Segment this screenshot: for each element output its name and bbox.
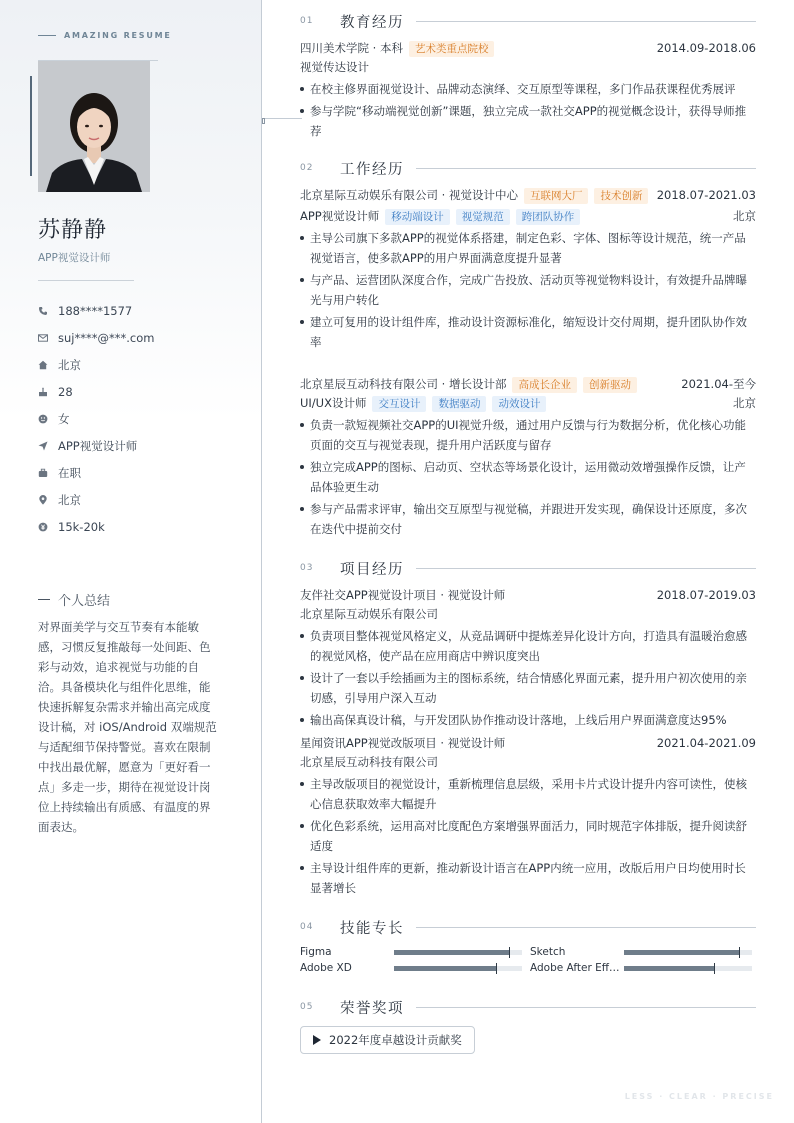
- info-phone-text: 188****1577: [58, 303, 133, 318]
- info-status-text: 在职: [58, 465, 81, 480]
- summary-title: [38, 590, 110, 609]
- skill-tag: 数据驱动: [432, 396, 486, 412]
- project-bullet: 主导改版项目的视觉设计，重新梳理信息层级，采用卡片式设计提升内容可读性，使核心信息获取效率大幅提升: [300, 774, 756, 814]
- work-city: 北京: [733, 209, 756, 223]
- info-gender-text: 女: [58, 411, 70, 426]
- work-company: 北京星际互动娱乐有限公司 · 视觉设计中心: [300, 188, 518, 202]
- award-name: 2022年度卓越设计贡献奖: [329, 1033, 462, 1047]
- info-salary: [38, 513, 154, 540]
- work-position: APP视觉设计师: [300, 209, 380, 223]
- home-icon: [38, 360, 58, 370]
- brand: [38, 31, 172, 40]
- skill-bar-marker: [496, 963, 497, 974]
- work-date: 2018.07-2021.03: [656, 188, 756, 202]
- skill-bar-fill: [394, 950, 509, 955]
- skill-bar-fill: [394, 966, 496, 971]
- section-number: 04: [300, 922, 314, 932]
- info-target-role: [38, 432, 154, 459]
- work-tag: 高成长企业: [512, 377, 577, 393]
- project-company: 北京星辰互动科技有限公司: [300, 755, 438, 769]
- cake-icon: [38, 387, 58, 397]
- summary-dash: [38, 599, 50, 600]
- section-rule: [416, 927, 756, 928]
- skill-bar: [394, 950, 522, 955]
- skill-item: [530, 946, 752, 958]
- section-title: 教育经历: [340, 14, 404, 31]
- skill-tag: 视觉规范: [456, 209, 510, 225]
- mail-icon: [38, 333, 58, 343]
- section-title: 项目经历: [340, 561, 404, 578]
- skill-bar: [394, 966, 522, 971]
- project-date: 2018.07-2019.03: [656, 588, 756, 602]
- work-bullet: 参与产品需求评审，输出交互原型与视觉稿，并跟进开发实现，确保设计还原度，多次在迭代中提前交付: [300, 499, 756, 539]
- section-number: 02: [300, 163, 314, 173]
- work-position: UI/UX设计师: [300, 396, 367, 410]
- location-pin-icon: [38, 495, 58, 505]
- work-bullet: 负责一款短视频社交APP的UI视觉升级，通过用户反馈与行为数据分析，优化核心功能页面的交互与视觉表现，提升用户活跃度与留存: [300, 415, 756, 455]
- section-rule: [416, 1007, 756, 1008]
- education-bullet: 参与学院“移动端视觉创新”课题，独立完成一款社交APP的视觉概念设计，获得导师推荐: [300, 101, 756, 141]
- section-number: 03: [300, 563, 314, 573]
- work-date: 2021.04-至今: [681, 377, 756, 391]
- gender-icon: [38, 414, 58, 424]
- education-major: 视觉传达设计: [300, 60, 369, 74]
- section-title: 技能专长: [340, 920, 404, 937]
- info-residence: [38, 351, 154, 378]
- skill-item: [300, 946, 522, 958]
- section-number: 01: [300, 16, 314, 26]
- project-bullet: 输出高保真设计稿，与开发团队协作推动设计落地，上线后用户界面满意度达95%: [300, 710, 756, 730]
- work-bullet: 建立可复用的设计组件库，推动设计资源标准化，缩短设计交付周期，提升团队协作效率: [300, 312, 756, 352]
- project-bullet: 设计了一套以手绘插画为主的图标系统，结合情感化界面元素，提升用户初次使用的亲切感，引导用户深入互动: [300, 668, 756, 708]
- info-status: [38, 459, 154, 486]
- work-tag: 创新驱动: [583, 377, 637, 393]
- project-bullet: 优化色彩系统，运用高对比度配色方案增强界面活力，同时规范字体排版，提升阅读舒适度: [300, 816, 756, 856]
- work-position-row: [300, 207, 756, 226]
- info-age-text: 28: [58, 384, 73, 399]
- footer-motto: LESS · CLEAR · PRECISE: [624, 1092, 774, 1101]
- section-number: 05: [300, 1002, 314, 1012]
- work-entry: [300, 186, 756, 352]
- info-target-role-text: APP视觉设计师: [58, 438, 138, 453]
- skill-bar: [624, 950, 752, 955]
- sidebar: [0, 0, 262, 1123]
- work-header-row: [300, 375, 756, 394]
- skill-tag: 交互设计: [372, 396, 426, 412]
- contact-info-list: [38, 297, 154, 540]
- section-title: 工作经历: [340, 161, 404, 178]
- section-header-honors: [300, 997, 756, 1017]
- info-location-text: 北京: [58, 492, 81, 507]
- skill-bar-fill: [624, 966, 714, 971]
- skill-item: [300, 962, 522, 974]
- candidate-name: 苏静静: [38, 218, 108, 243]
- skill-name: Sketch: [530, 946, 566, 958]
- info-age: [38, 378, 154, 405]
- education-bullet: 在校主修界面视觉设计、品牌动态演绎、交互原型等课程，多门作品获课程优秀展评: [300, 79, 756, 99]
- photo-accent-bar: [30, 76, 32, 176]
- work-company: 北京星辰互动科技有限公司 · 增长设计部: [300, 377, 507, 391]
- education-header-row: [300, 39, 756, 58]
- education-entry: [300, 39, 756, 141]
- skill-tag: 跨团队协作: [516, 209, 581, 225]
- info-gender: [38, 405, 154, 432]
- section-rule: [416, 568, 756, 569]
- work-tag: 互联网大厂: [524, 188, 589, 204]
- info-location: [38, 486, 154, 513]
- project-entry: [300, 586, 756, 730]
- project-company: 北京星际互动娱乐有限公司: [300, 607, 438, 621]
- skill-bar-fill: [624, 950, 739, 955]
- education-date: 2014.09-2018.06: [656, 41, 756, 55]
- project-header-row: [300, 734, 756, 753]
- work-bullet: 主导公司旗下多款APP的视觉体系搭建，制定色彩、字体、图标等设计规范，统一产品视觉语言，使多款APP的用户界面满意度提升显著: [300, 228, 756, 268]
- brand-dash: [38, 35, 56, 36]
- project-date: 2021.04-2021.09: [656, 736, 756, 750]
- skill-bar-marker: [509, 947, 510, 958]
- salary-icon: [38, 522, 58, 532]
- project-header-row: [300, 586, 756, 605]
- info-email-text: suj****@***.com: [58, 330, 155, 345]
- section-rule: [416, 21, 756, 22]
- skill-bar: [624, 966, 752, 971]
- work-city: 北京: [733, 396, 756, 410]
- summary-text: 对界面美学与交互节奏有本能敏感，习惯反复推敲每一处间距、色彩与动效，追求视觉与功能的自洽。具备模块化与组件化思维，能快速拆解复杂需求并输出高完成度设计稿，对 iOS/Android 双端规范与适配细节保持警觉。喜欢在限制中找出最优解，愿意为「更好看一点」多走一步，期待在视觉设计岗位上持续输出有质感、有温度的界面表达。: [38, 620, 217, 834]
- info-salary-text: 15k-20k: [58, 519, 105, 534]
- brand-text: AMAZING RESUME: [64, 31, 172, 40]
- section-title: 荣誉奖项: [340, 1000, 404, 1017]
- briefcase-icon: [38, 468, 58, 478]
- portrait-illustration: [38, 61, 150, 192]
- project-bullet: 负责项目整体视觉风格定义，从竞品调研中提炼差异化设计方向，打造具有温暖治愈感的视觉风格，使产品在应用商店中辨识度突出: [300, 626, 756, 666]
- skill-name: Adobe After Eff…: [530, 962, 620, 974]
- phone-icon: [38, 306, 58, 316]
- section-header-projects: [300, 558, 756, 578]
- candidate-role: APP视觉设计师: [38, 252, 111, 264]
- profile-photo: [38, 61, 150, 192]
- award-item[interactable]: [300, 1026, 475, 1054]
- work-bullet: 与产品、运营团队深度合作，完成广告投放、活动页等视觉物料设计，有效提升品牌曝光与用户转化: [300, 270, 756, 310]
- skill-tag: 移动端设计: [385, 209, 450, 225]
- project-name: 友伴社交APP视觉设计项目 · 视觉设计师: [300, 588, 506, 602]
- work-entry: [300, 375, 756, 539]
- work-tag: 技术创新: [594, 188, 648, 204]
- skill-name: Figma: [300, 946, 332, 958]
- info-email: [38, 324, 154, 351]
- section-header-skills: [300, 917, 756, 937]
- section-rule: [416, 168, 756, 169]
- summary-title-text: 个人总结: [58, 594, 111, 609]
- sidebar-divider: [38, 280, 134, 281]
- skill-tag: 动效设计: [492, 396, 546, 412]
- work-bullet: 独立完成APP的图标、启动页、空状态等场景化设计，运用微动效增强操作反馈，让产品体验更生动: [300, 457, 756, 497]
- project-bullet: 主导设计组件库的更新，推动新设计语言在APP内统一应用，改版后用户日均使用时长显著增长: [300, 858, 756, 898]
- divider-notch-line: [262, 118, 302, 119]
- work-position-row: [300, 394, 756, 413]
- skill-item: [530, 962, 752, 974]
- skill-bar-marker: [739, 947, 740, 958]
- play-triangle-icon: [313, 1035, 321, 1045]
- project-name: 星闻资讯APP视觉改版项目 · 视觉设计师: [300, 736, 506, 750]
- project-entry: [300, 734, 756, 898]
- work-header-row: [300, 186, 756, 205]
- education-school: 四川美术学院 · 本科: [300, 41, 403, 55]
- skill-name: Adobe XD: [300, 962, 352, 974]
- divider-notch-mark: [262, 118, 265, 124]
- info-phone: [38, 297, 154, 324]
- info-residence-text: 北京: [58, 357, 81, 372]
- education-tag: 艺术类重点院校: [409, 41, 495, 57]
- section-header-education: [300, 11, 756, 31]
- skill-bar-marker: [714, 963, 715, 974]
- send-icon: [38, 441, 58, 451]
- section-header-work: [300, 158, 756, 178]
